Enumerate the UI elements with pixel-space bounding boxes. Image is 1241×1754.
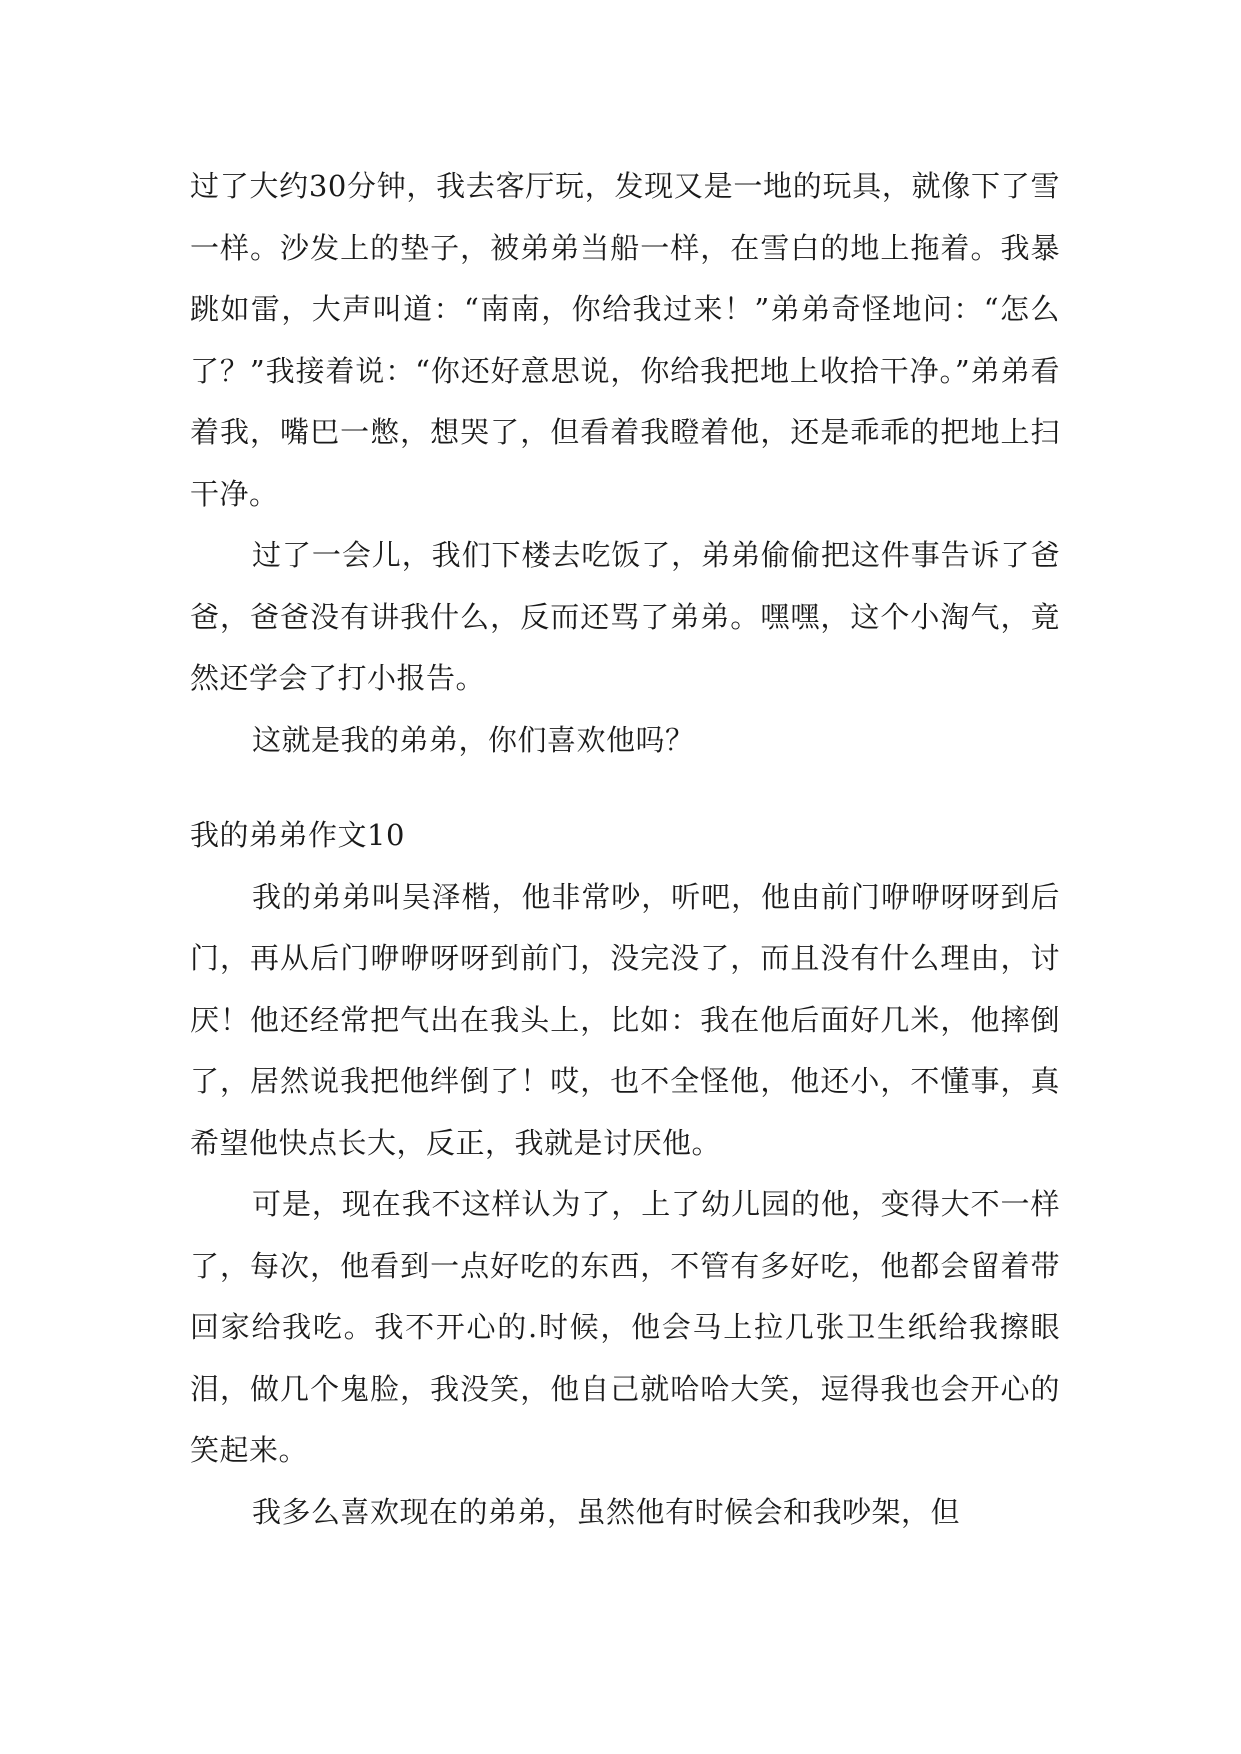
- essay-title: 我的弟弟作文10: [190, 818, 405, 852]
- paragraph-5: 可是，现在我不这样认为了，上了幼儿园的他，变得大不一样了，每次，他看到一点好吃的东西，不管有多好吃，他都会留着带回家给我吃。我不开心的.时候，他会马上拉几张卫生纸给我擦眼泪，做几个鬼脸，我没笑，他自己就哈哈大笑，逗得我也会开心的笑起来。: [190, 1187, 1060, 1467]
- paragraph-4: 我的弟弟叫吴泽楷，他非常吵，听吧，他由前门咿咿呀呀到后门，再从后门咿咿呀呀到前门，没完没了，而且没有什么理由，讨厌！他还经常把气出在我头上，比如：我在他后面好几米，他摔倒了，居然说我把他绊倒了！哎，也不全怪他，他还小，不懂事，真希望他快点长大，反正，我就是讨厌他。: [190, 879, 1060, 1160]
- essay-10: [190, 805, 1060, 1543]
- paragraph-6: 我多么喜欢现在的弟弟，虽然他有时候会和我吵架，但: [252, 1494, 961, 1529]
- paragraph-2: 过了一会儿，我们下楼去吃饭了，弟弟偷偷把这件事告诉了爸爸，爸爸没有讲我什么，反而还骂了弟弟。嘿嘿，这个小淘气，竟然还学会了打小报告。: [190, 538, 1060, 695]
- paragraph-1: 过了大约30分钟，我去客厅玩，发现又是一地的玩具，就像下了雪一样。沙发上的垫子，被弟弟当船一样，在雪白的地上拖着。我暴跳如雷，大声叫道：“南南，你给我过来！”弟弟奇怪地问：“怎么了？”我接着说：“你还好意思说，你给我把地上收拾干净。”弟弟看着我，嘴巴一憋，想哭了，但看着我瞪着他，还是乖乖的把地上扫干净。: [190, 169, 1060, 511]
- essay-continuation: [190, 156, 1060, 771]
- paragraph-3: 这就是我的弟弟，你们喜欢他吗？: [252, 722, 695, 757]
